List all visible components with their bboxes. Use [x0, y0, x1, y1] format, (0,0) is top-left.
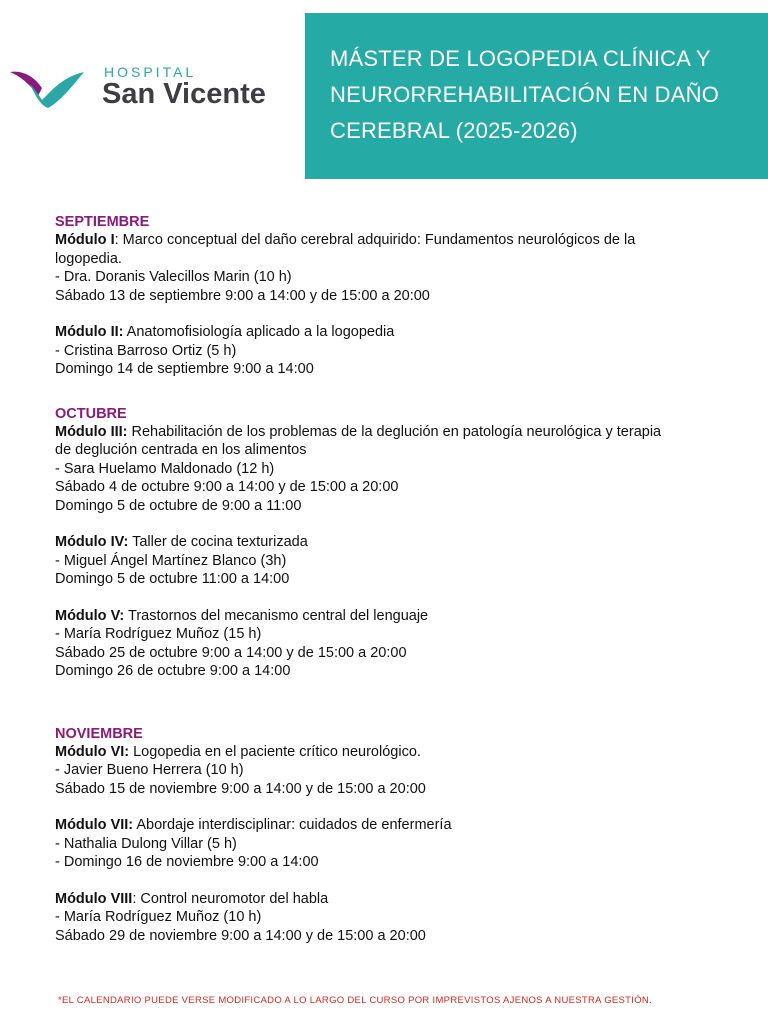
module-label: Módulo VI: [55, 743, 130, 760]
module-teacher: - María Rodríguez Muñoz (10 h) [55, 909, 262, 925]
month-heading-october: OCTUBRE [55, 405, 127, 422]
module-date: - Domingo 16 de noviembre 9:00 a 14:00 [55, 854, 319, 870]
hospital-logo [8, 58, 308, 118]
logo-mark-icon [8, 64, 88, 110]
module-8 [55, 890, 755, 946]
module-teacher: - Sara Huelamo Maldonado (12 h) [55, 460, 275, 477]
module-4 [55, 533, 755, 589]
title-line-1: MÁSTER DE LOGOPEDIA CLÍNICA Y [330, 46, 711, 71]
schedule [55, 213, 755, 945]
module-date: Domingo 14 de septiembre 9:00 a 14:00 [55, 361, 314, 377]
module-date: Sábado 4 de octubre 9:00 a 14:00 y de 15:00 a 20:00 [55, 479, 399, 495]
module-title: Trastornos del mecanismo central del lenguaje [124, 607, 429, 624]
module-title-continued: logopedia. [55, 250, 122, 267]
module-date: Domingo 5 de octubre de 9:00 a 11:00 [55, 497, 302, 514]
module-date: Sábado 25 de octubre 9:00 a 14:00 y de 15:00 a 20:00 [55, 644, 407, 661]
title-banner [305, 13, 768, 179]
logo-name-text: San Vicente [102, 78, 266, 110]
module-5 [55, 607, 755, 681]
module-title: Rehabilitación de los problemas de la deglución en patología neurológica y terapia [127, 423, 662, 440]
title-line-3: CEREBRAL (2025-2026) [330, 118, 578, 143]
module-date: Sábado 13 de septiembre 9:00 a 14:00 y de 15:00 a 20:00 [55, 287, 430, 304]
module-7 [55, 816, 755, 872]
month-heading-november: NOVIEMBRE [55, 725, 143, 742]
module-label: Módulo I [55, 232, 115, 248]
module-label: Módulo V: [55, 607, 125, 624]
module-label: Módulo VII: [55, 817, 134, 833]
module-2 [55, 323, 755, 379]
module-teacher: - Cristina Barroso Ortiz (5 h) [55, 342, 237, 359]
module-teacher: - Javier Bueno Herrera (10 h) [55, 762, 244, 778]
module-label: Módulo II: [55, 324, 124, 340]
month-heading-september: SEPTIEMBRE [55, 214, 150, 230]
module-label: Módulo VIII [55, 890, 133, 907]
module-teacher: - María Rodríguez Muñoz (15 h) [55, 626, 262, 642]
module-title: Abordaje interdisciplinar: cuidados de enfermería [133, 817, 452, 833]
module-6 [55, 743, 755, 799]
disclaimer-footnote: *EL CALENDARIO PUEDE VERSE MODIFICADO A LO LARGO DEL CURSO POR IMPREVISTOS AJENOS A NUESTRA GESTIÓN. [58, 995, 652, 1006]
module-title-continued: de deglución centrada en los alimentos [55, 442, 307, 458]
module-title: : Marco conceptual del daño cerebral adquirido: Fundamentos neurológicos de la [114, 232, 636, 248]
module-1 [55, 231, 755, 305]
document-title [330, 41, 750, 149]
logo-hospital-text: HOSPITAL [104, 64, 197, 80]
module-date: Domingo 26 de octubre 9:00 a 14:00 [55, 663, 291, 679]
module-date: Sábado 15 de noviembre 9:00 a 14:00 y de 15:00 a 20:00 [55, 780, 426, 797]
title-line-2: NEURORREHABILITACIÓN EN DAÑO [330, 82, 720, 107]
module-teacher: - Miguel Ángel Martínez Blanco (3h) [55, 552, 287, 569]
module-title: Anatomofisiología aplicado a la logopedia [123, 324, 395, 340]
module-teacher: - Dra. Doranis Valecillos Marin (10 h) [55, 269, 292, 285]
module-title: Logopedia en el paciente crítico neurológico. [129, 743, 421, 760]
module-title: Taller de cocina texturizada [128, 534, 308, 550]
module-date: Sábado 29 de noviembre 9:00 a 14:00 y de 15:00 a 20:00 [55, 927, 426, 944]
module-3 [55, 423, 755, 516]
module-label: Módulo III: [55, 423, 128, 440]
module-date: Domingo 5 de octubre 11:00 a 14:00 [55, 571, 290, 587]
module-title: : Control neuromotor del habla [132, 890, 329, 907]
module-label: Módulo IV: [55, 534, 129, 550]
module-teacher: - Nathalia Dulong Villar (5 h) [55, 835, 237, 852]
